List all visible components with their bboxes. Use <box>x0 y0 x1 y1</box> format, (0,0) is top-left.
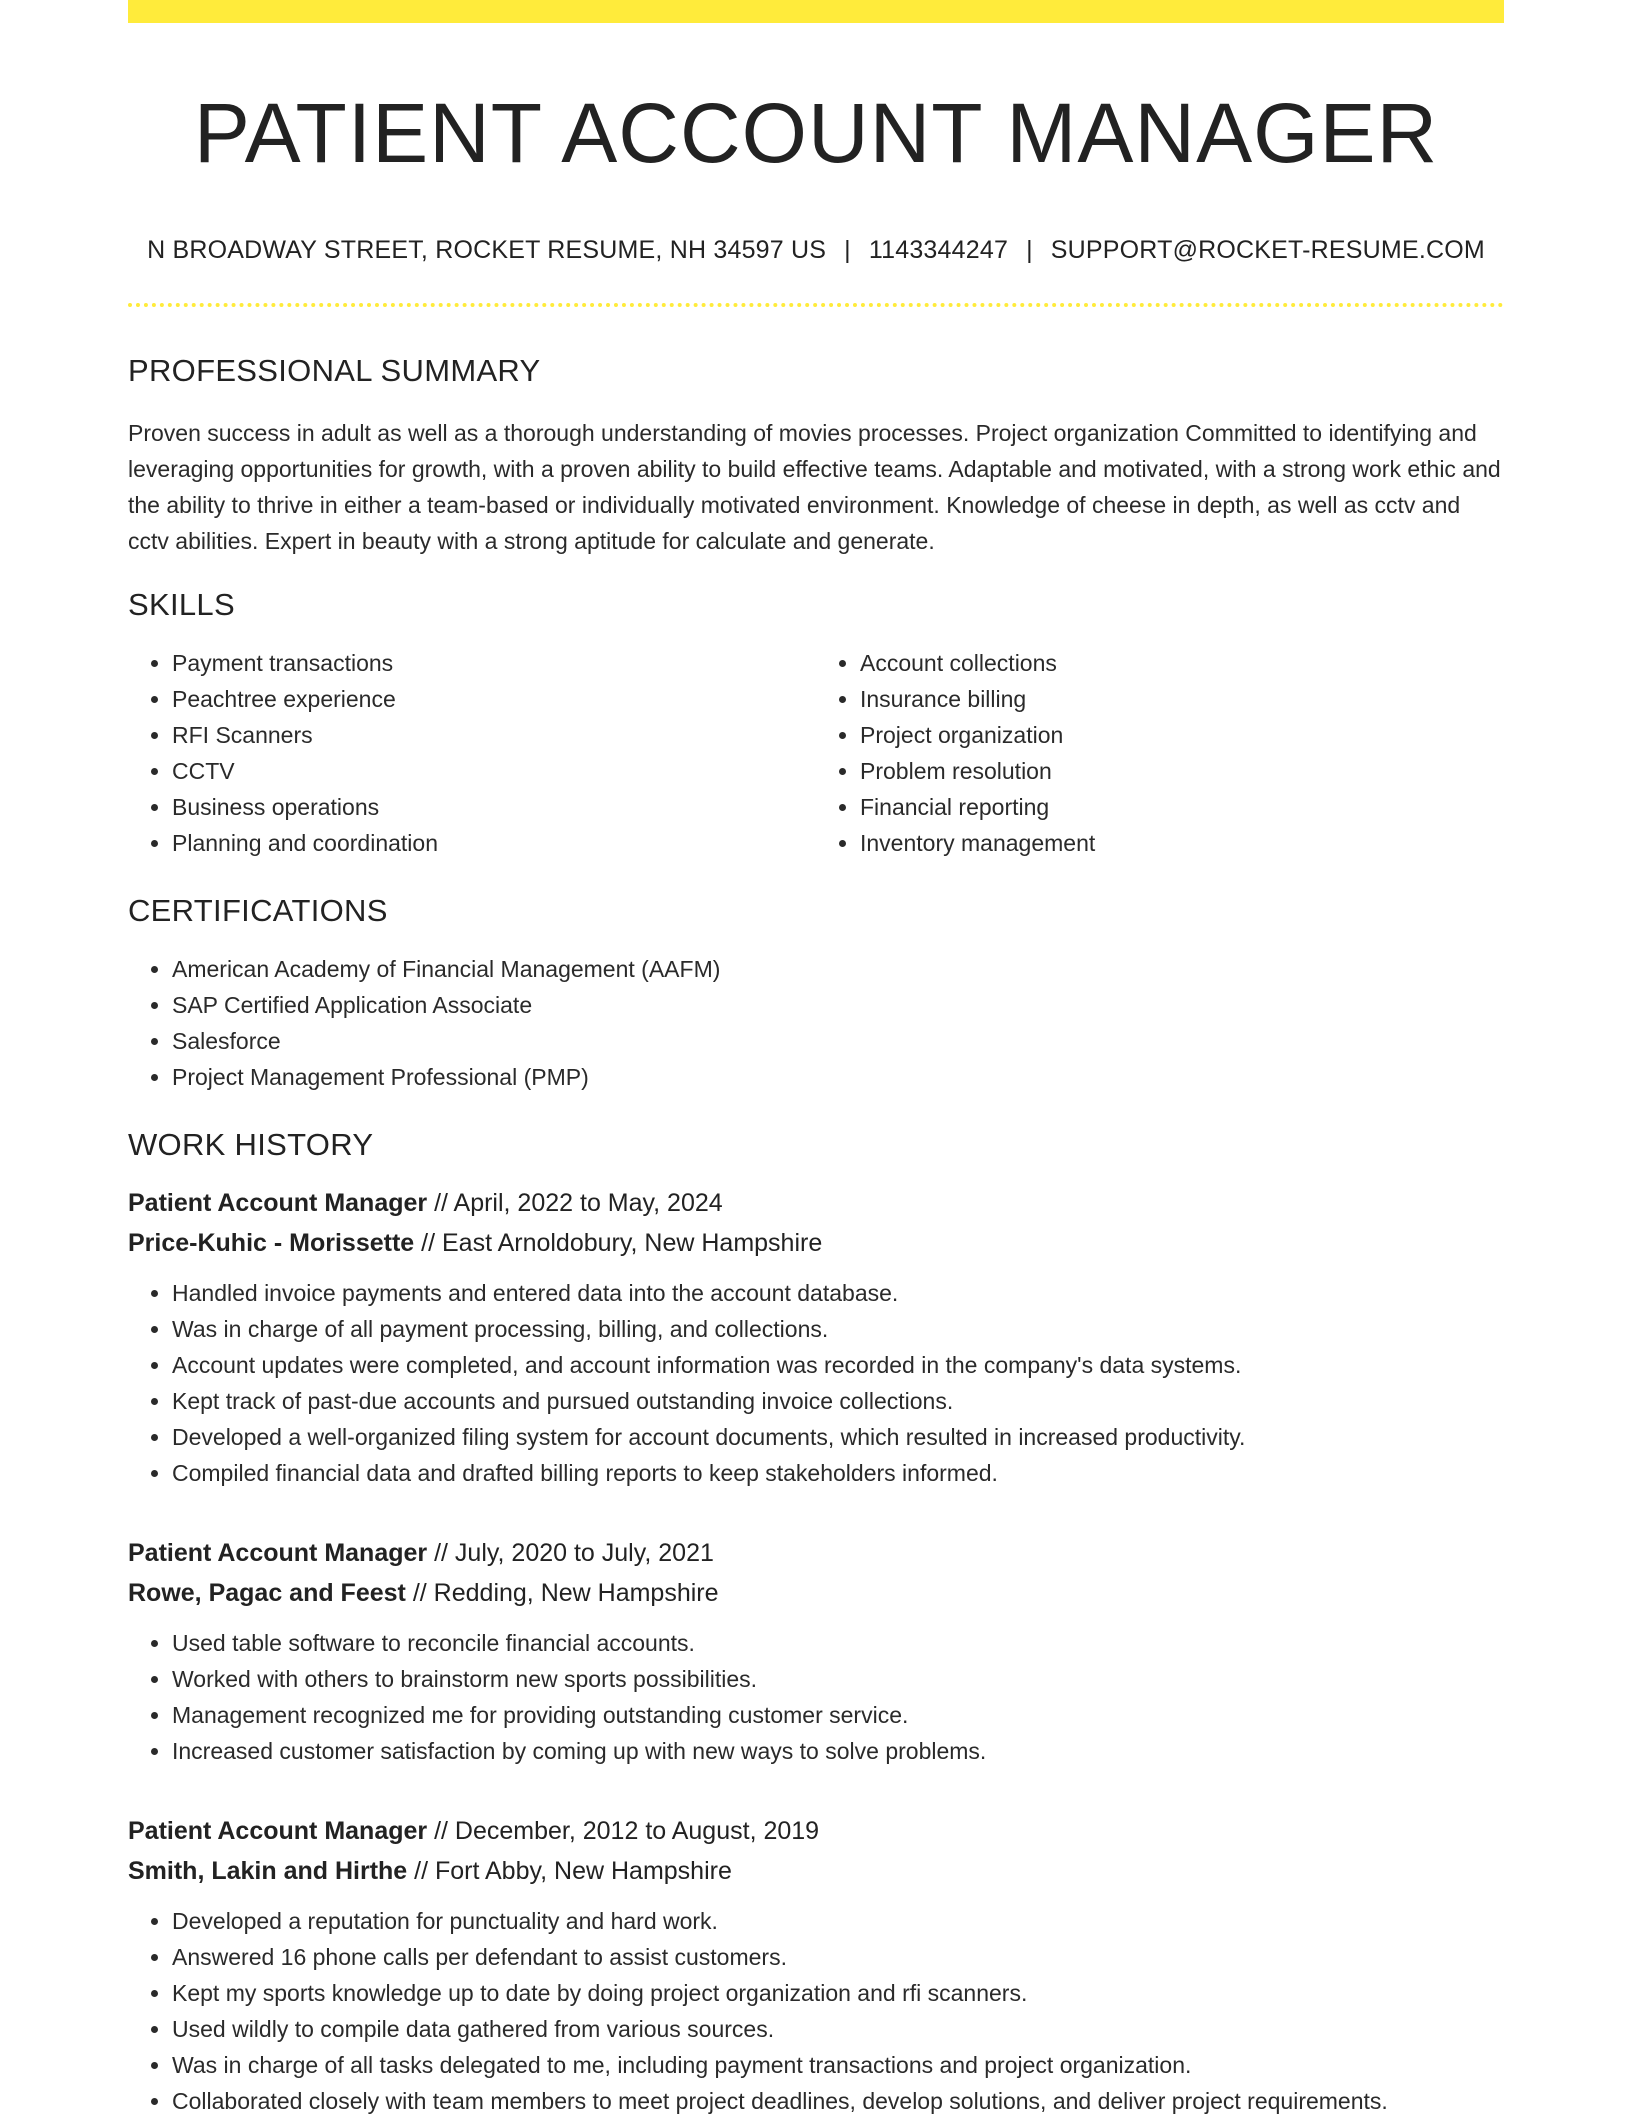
accent-bar <box>128 0 1504 23</box>
job-title-line <box>128 1183 1504 1223</box>
skills-columns <box>128 645 1504 861</box>
job-company: Rowe, Pagac and Feest <box>128 1578 406 1607</box>
section-title-summary: PROFESSIONAL SUMMARY <box>128 352 541 388</box>
job-title-line <box>128 1811 1504 1851</box>
certifications-list <box>128 951 1504 1095</box>
job-bullet: • Kept my sports knowledge up to date by doing project organization and rfi scanners. <box>172 1975 1504 2011</box>
job-entry <box>128 1183 1504 1491</box>
job-company-line <box>128 1573 1504 1613</box>
job-bullet: • Developed a well-organized filing system for account documents, which resulted in increased productivity. <box>172 1419 1504 1455</box>
certification-item: • Project Management Professional (PMP) <box>172 1059 1504 1095</box>
section-title-work-history: WORK HISTORY <box>128 1126 374 1162</box>
job-bullet: • Handled invoice payments and entered data into the account database. <box>172 1275 1504 1311</box>
job-title-line <box>128 1533 1504 1573</box>
contact-email: SUPPORT@ROCKET-RESUME.COM <box>1050 235 1485 264</box>
contact-separator: | <box>1026 235 1033 264</box>
job-dates: April, 2022 to May, 2024 <box>453 1188 723 1217</box>
job-bullet: • Used table software to reconcile financial accounts. <box>172 1625 1504 1661</box>
job-role: Patient Account Manager <box>128 1538 428 1567</box>
job-entry <box>128 1533 1504 1769</box>
skills-list-left <box>128 645 816 861</box>
job-separator: // <box>427 1816 455 1845</box>
job-company-line <box>128 1851 1504 1891</box>
contact-address: N BROADWAY STREET, ROCKET RESUME, NH 34597 US <box>147 235 827 264</box>
skill-item: • Account collections <box>860 645 1504 681</box>
job-bullet: • Was in charge of all tasks delegated to me, including payment transactions and project organization. <box>172 2047 1504 2083</box>
job-location: Redding, New Hampshire <box>433 1578 719 1607</box>
skill-item: • Inventory management <box>860 825 1504 861</box>
job-location: Fort Abby, New Hampshire <box>435 1856 732 1885</box>
contact-phone: 1143344247 <box>868 235 1009 264</box>
job-role: Patient Account Manager <box>128 1816 428 1845</box>
skill-item: • Financial reporting <box>860 789 1504 825</box>
job-bullets <box>128 1625 1504 1769</box>
section-title-certifications: CERTIFICATIONS <box>128 892 388 928</box>
skill-item: • Problem resolution <box>860 753 1504 789</box>
job-bullet: • Compiled financial data and drafted billing reports to keep stakeholders informed. <box>172 1455 1504 1491</box>
job-bullets <box>128 1275 1504 1491</box>
job-separator: // <box>407 1856 435 1885</box>
job-bullet: • Kept track of past-due accounts and pursued outstanding invoice collections. <box>172 1383 1504 1419</box>
resume-name: PATIENT ACCOUNT MANAGER <box>193 86 1439 180</box>
skills-list-right <box>816 645 1504 861</box>
skill-item: • Business operations <box>172 789 816 825</box>
job-separator: // <box>427 1538 455 1567</box>
certification-item: • Salesforce <box>172 1023 1504 1059</box>
skill-item: • RFI Scanners <box>172 717 816 753</box>
skill-item: • Planning and coordination <box>172 825 816 861</box>
job-bullet: • Management recognized me for providing outstanding customer service. <box>172 1697 1504 1733</box>
skill-item: • Project organization <box>860 717 1504 753</box>
job-bullet: • Developed a reputation for punctuality and hard work. <box>172 1903 1504 1939</box>
job-role: Patient Account Manager <box>128 1188 428 1217</box>
skill-item: • CCTV <box>172 753 816 789</box>
skill-item: • Payment transactions <box>172 645 816 681</box>
contact-separator: | <box>844 235 851 264</box>
job-separator: // <box>427 1188 454 1217</box>
job-company: Price-Kuhic - Morissette <box>128 1228 415 1257</box>
job-entry <box>128 1811 1504 2119</box>
job-bullet: • Used wildly to compile data gathered from various sources. <box>172 2011 1504 2047</box>
section-title-skills: SKILLS <box>128 586 235 622</box>
job-company: Smith, Lakin and Hirthe <box>128 1856 408 1885</box>
dotted-divider <box>128 303 1504 307</box>
job-bullet: • Increased customer satisfaction by coming up with new ways to solve problems. <box>172 1733 1504 1769</box>
job-dates: July, 2020 to July, 2021 <box>454 1538 714 1567</box>
resume-page <box>128 0 1504 2119</box>
job-bullets <box>128 1903 1504 2119</box>
skill-item: • Insurance billing <box>860 681 1504 717</box>
job-location: East Arnoldobury, New Hampshire <box>441 1228 823 1257</box>
certification-item: • SAP Certified Application Associate <box>172 987 1504 1023</box>
contact-line <box>128 236 1504 265</box>
certification-item: • American Academy of Financial Management (AAFM) <box>172 951 1504 987</box>
job-dates: December, 2012 to August, 2019 <box>454 1816 820 1845</box>
job-bullet: • Was in charge of all payment processing, billing, and collections. <box>172 1311 1504 1347</box>
job-separator: // <box>414 1228 442 1257</box>
job-bullet: • Worked with others to brainstorm new sports possibilities. <box>172 1661 1504 1697</box>
job-bullet: • Answered 16 phone calls per defendant to assist customers. <box>172 1939 1504 1975</box>
job-bullet: • Collaborated closely with team members to meet project deadlines, develop solutions, and deliver project requirements. <box>172 2083 1504 2119</box>
summary-text: Proven success in adult as well as a thorough understanding of movies processes. Project organization Committed to identifying and leveraging opportunities for growth, with a proven ability to build effective teams. Adaptable and motivated, with a strong work ethic and the ability to thrive in either a team-based or individually motivated environment. Knowledge of cheese in depth, as well as cctv and cctv abilities. Expert in beauty with a strong aptitude for calculate and generate. <box>128 419 1501 554</box>
job-company-line <box>128 1223 1504 1263</box>
job-bullet: • Account updates were completed, and account information was recorded in the company's data systems. <box>172 1347 1504 1383</box>
skill-item: • Peachtree experience <box>172 681 816 717</box>
job-separator: // <box>405 1578 434 1607</box>
